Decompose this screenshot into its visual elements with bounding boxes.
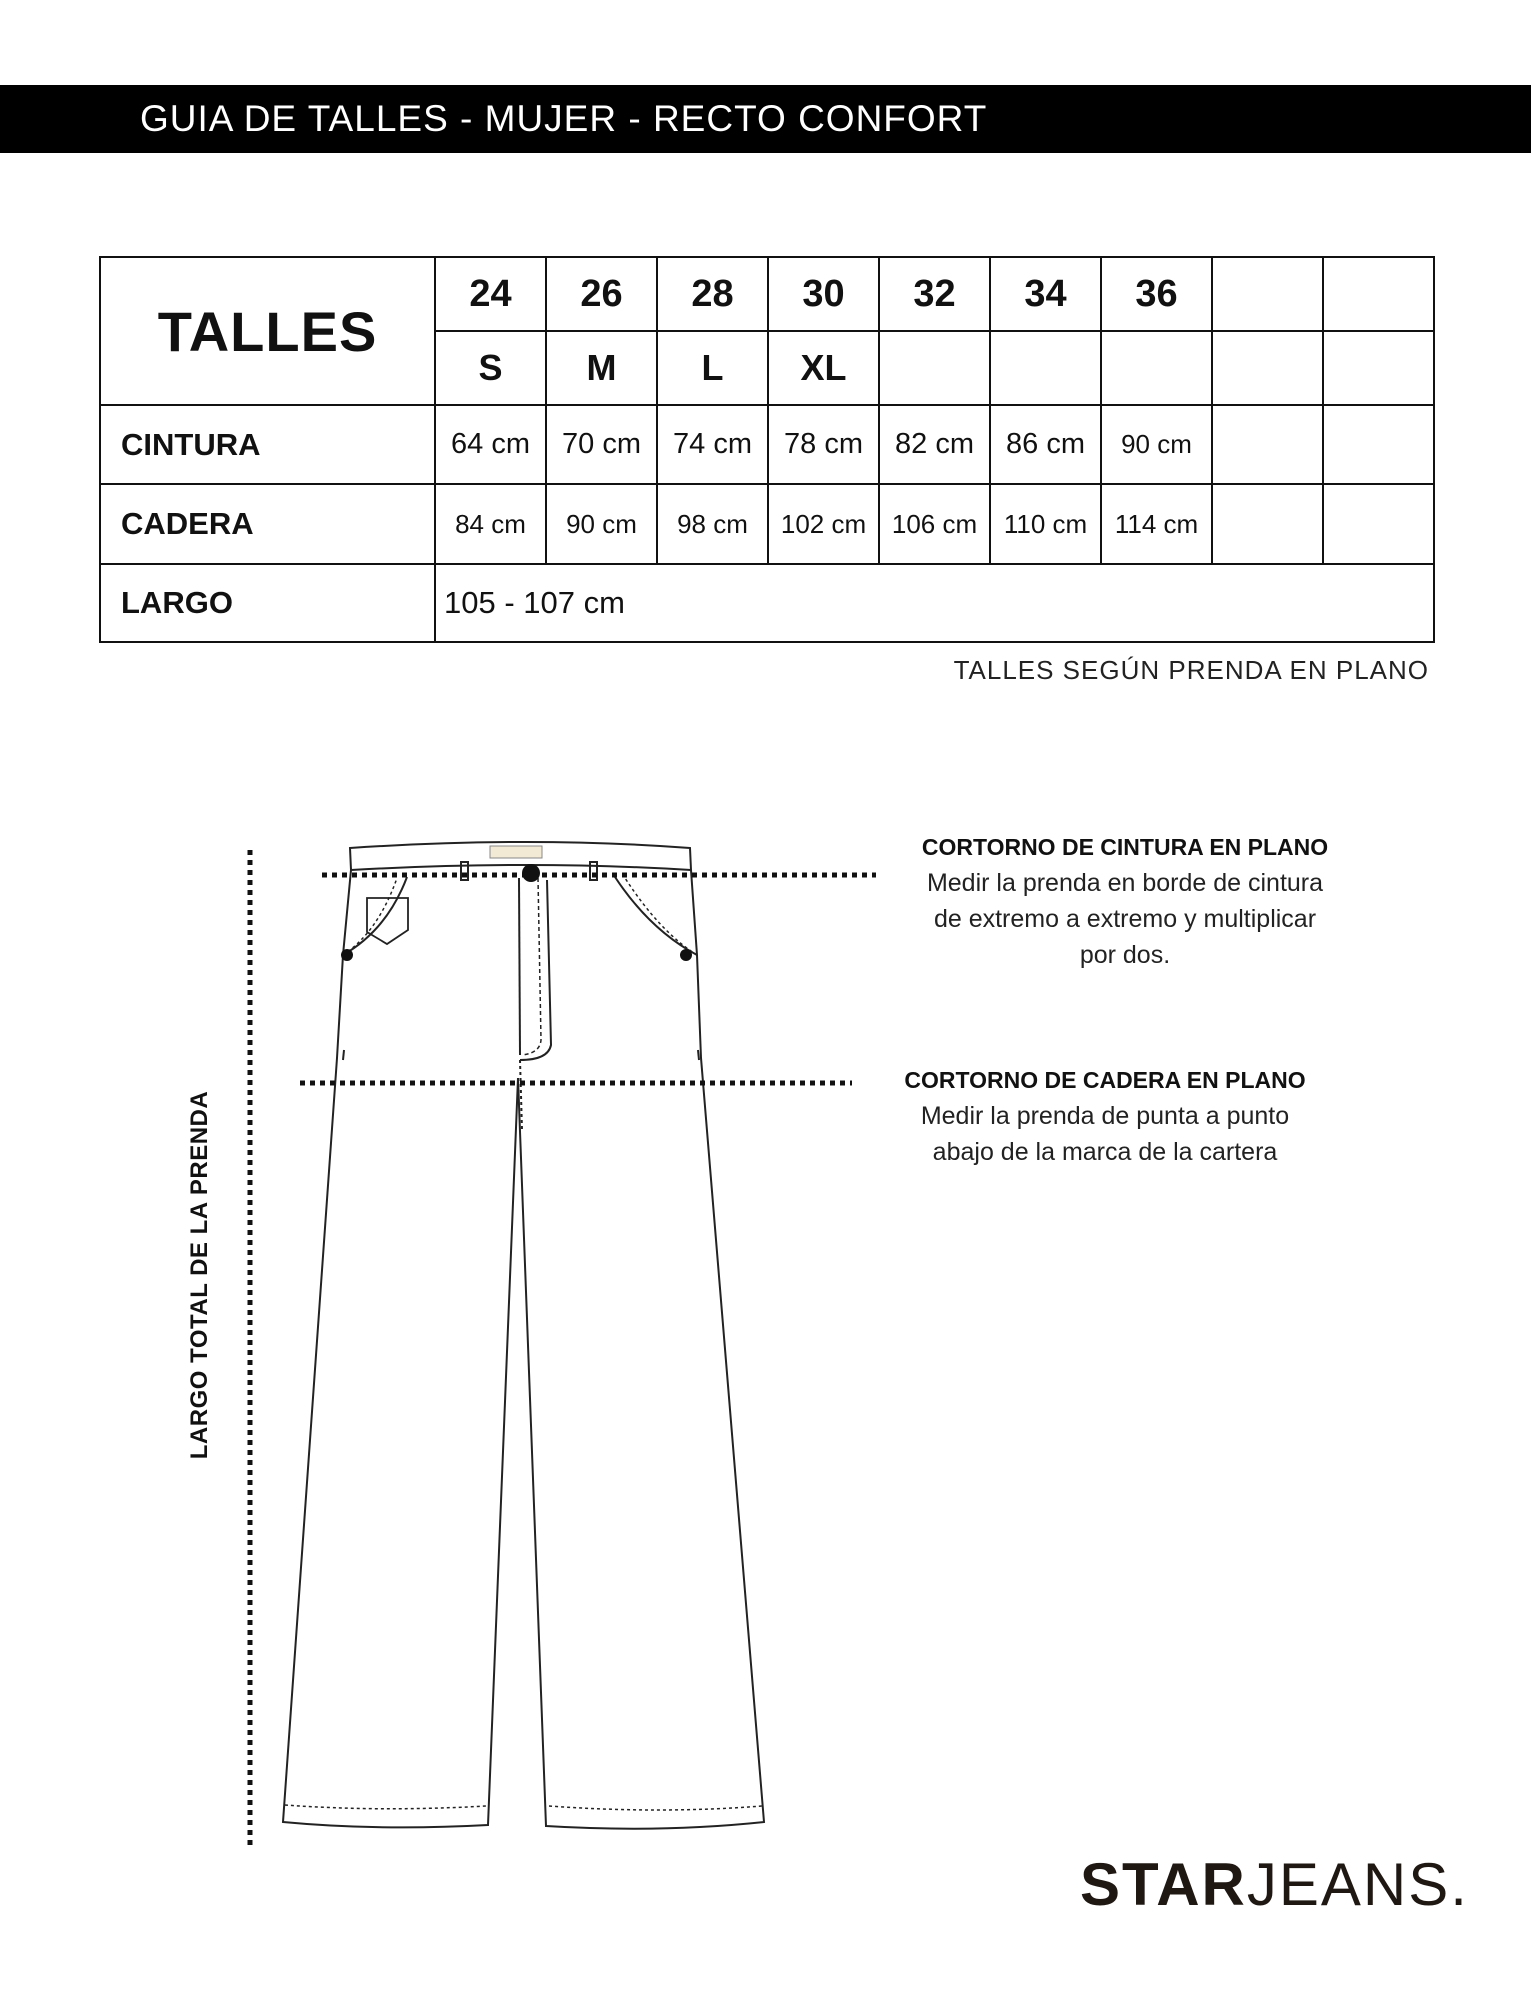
length-value: 105 - 107 cm	[435, 564, 1434, 642]
hip-value: 98 cm	[657, 484, 768, 564]
waist-instructions-line: Medir la prenda en borde de cintura	[926, 869, 1324, 897]
page-title: GUIA DE TALLES - MUJER - RECTO CONFORT	[140, 98, 988, 139]
waist-instructions-line: de extremo a extremo y multiplicar	[933, 905, 1317, 933]
waist-instructions	[880, 834, 1370, 973]
hip-instructions-title: CORTORNO DE CADERA EN PLANO	[904, 1067, 1306, 1093]
waist-value: 82 cm	[879, 405, 990, 484]
waist-value: 86 cm	[990, 405, 1101, 484]
hip-value: 114 cm	[1101, 484, 1212, 564]
waist-value: 74 cm	[657, 405, 768, 484]
flat-measure-note: TALLES SEGÚN PRENDA EN PLANO	[953, 655, 1429, 685]
waist-value: 90 cm	[1101, 405, 1212, 484]
brand-logo	[1080, 1850, 1469, 1919]
hip-value: 102 cm	[768, 484, 879, 564]
size-number: 34	[990, 257, 1101, 331]
hip-value: 90 cm	[546, 484, 657, 564]
hip-value: 110 cm	[990, 484, 1101, 564]
size-number: 24	[435, 257, 546, 331]
waist-value: 64 cm	[435, 405, 546, 484]
size-letter: XL	[768, 331, 879, 405]
brand-logo-light: JEANS.	[1246, 1851, 1469, 1918]
rivet-icon	[680, 949, 692, 961]
size-number: 30	[768, 257, 879, 331]
total-length-label: LARGO TOTAL DE LA PRENDA	[186, 1090, 213, 1460]
jeans-outline	[283, 842, 764, 1829]
size-number: 28	[657, 257, 768, 331]
size-number: 26	[546, 257, 657, 331]
talles-title: TALLES	[100, 257, 435, 405]
hip-label: CADERA	[100, 484, 435, 564]
hip-instructions-line: abajo de la marca de la cartera	[932, 1138, 1278, 1166]
waist-value: 78 cm	[768, 405, 879, 484]
size-letter: M	[546, 331, 657, 405]
waist-instructions-line: por dos.	[1079, 941, 1171, 969]
hip-instructions-line: Medir la prenda de punta a punto	[920, 1102, 1290, 1130]
brand-logo-bold: STAR	[1080, 1851, 1247, 1918]
waist-label: CINTURA	[100, 405, 435, 484]
hip-value: 84 cm	[435, 484, 546, 564]
size-letter: L	[657, 331, 768, 405]
size-letter: S	[435, 331, 546, 405]
waist-value: 70 cm	[546, 405, 657, 484]
size-number: 36	[1101, 257, 1212, 331]
size-number: 32	[879, 257, 990, 331]
waist-instructions-title: CORTORNO DE CINTURA EN PLANO	[921, 834, 1329, 860]
hip-instructions	[870, 1067, 1340, 1170]
hip-value: 106 cm	[879, 484, 990, 564]
rivet-icon	[341, 949, 353, 961]
waistband-tag	[490, 846, 542, 858]
length-label: LARGO	[100, 564, 435, 642]
